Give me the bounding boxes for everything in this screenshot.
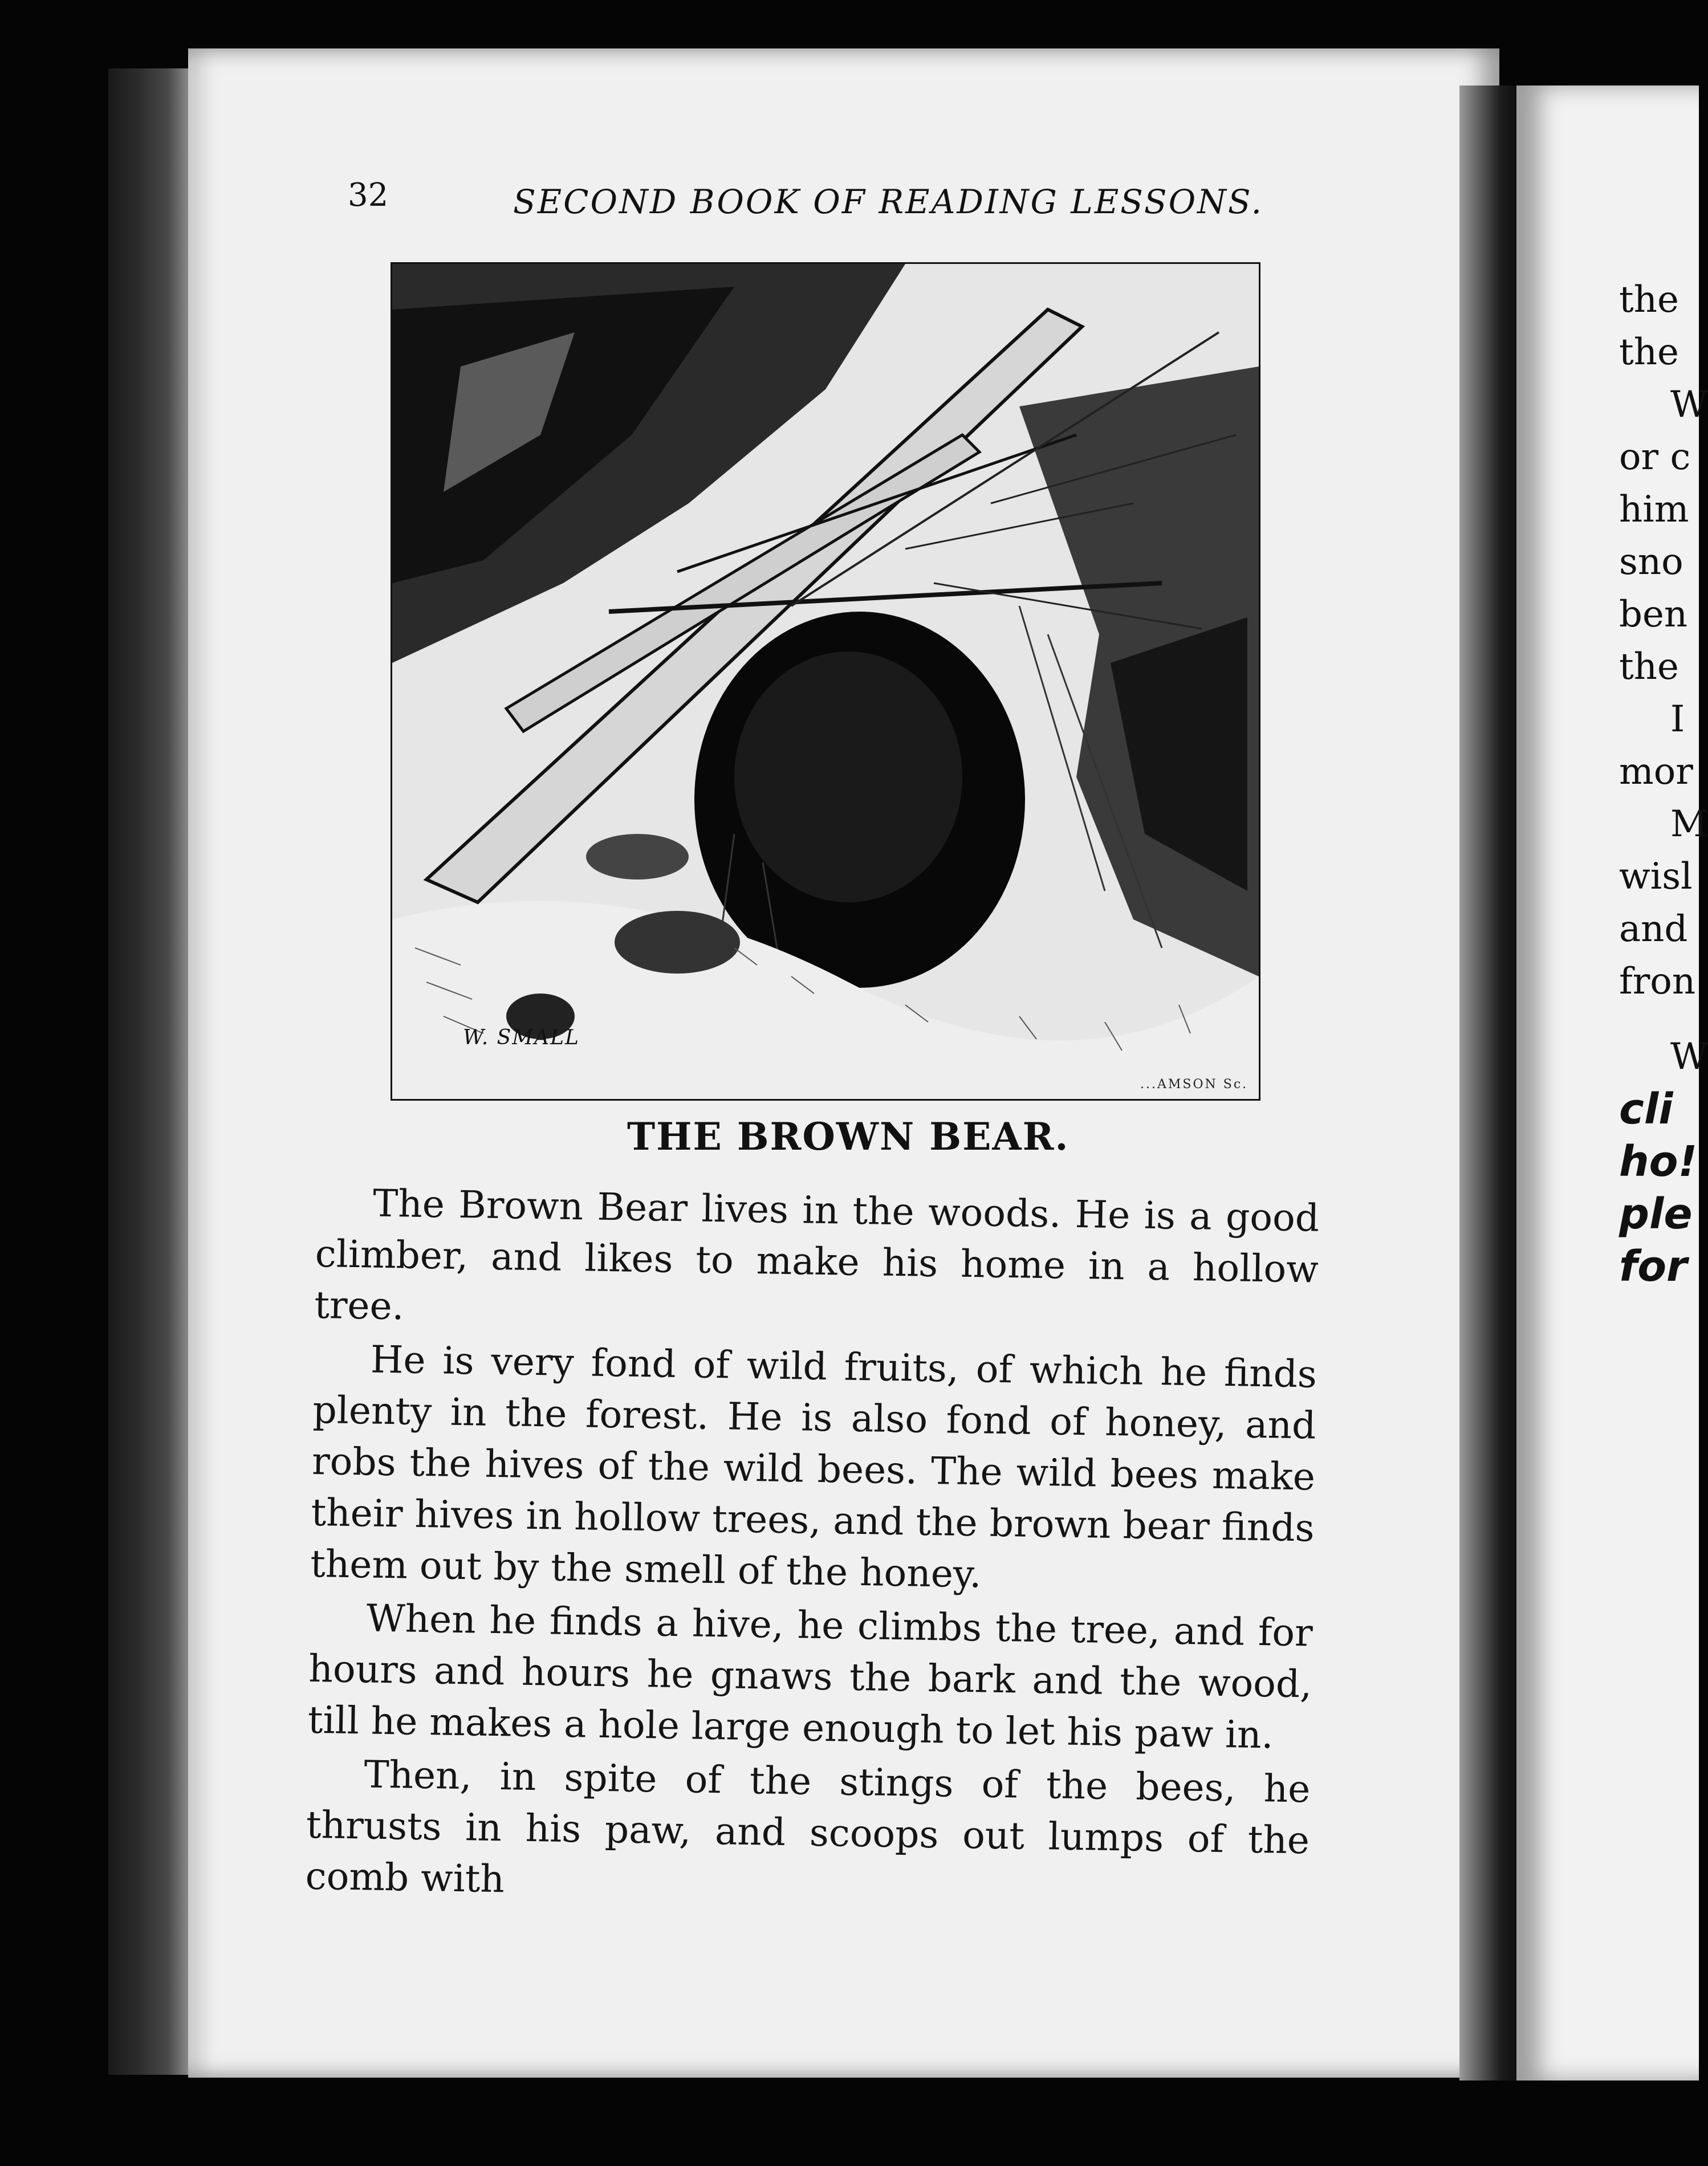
artist-signature: W. SMALL [463,1026,580,1049]
paragraph: When he finds a hive, he climbs the tree, and for hours and hours he gnaws the bark and the wood, till he makes a hole large enough to let his paw in. [307,1596,1313,1757]
bear-den-illustration [391,262,1260,1101]
facing-italic-line: cli [1619,1085,1673,1134]
page-number: 32 [348,177,389,214]
engraving-image [392,264,1259,1099]
facing-italic-line: for [1619,1242,1687,1291]
facing-line: the [1619,331,1679,373]
facing-italic-line: ple [1619,1190,1693,1239]
running-head: SECOND BOOK OF READING LESSONS. [513,182,1264,221]
facing-line: him [1619,488,1689,531]
facing-line: and [1619,908,1688,950]
facing-line: the [1619,279,1679,321]
book-spine [108,68,194,2075]
facing-line: wisl [1619,856,1693,898]
facing-page-text [1619,274,1708,1293]
facing-line: W [1670,384,1708,426]
facing-line: M [1670,803,1708,845]
facing-line: ben [1619,593,1688,636]
facing-italic-line: ho! [1619,1137,1698,1186]
facing-line: the [1619,646,1679,688]
lesson-body [305,1177,1320,1920]
facing-line: I [1670,698,1685,740]
facing-line: or c [1619,436,1691,478]
engraver-credit: ...AMSON Sc. [1140,1077,1249,1092]
facing-line: sno [1619,541,1683,583]
facing-line: fron [1619,960,1696,1003]
paragraph: Then, in spite of the stings of the bees, he thrusts in his paw, and scoops out lumps of the comb with [305,1752,1311,1902]
paragraph: He is very fond of wild fruits, of which he finds plenty in the forest. He is also fond of honey, and robs the hives of the wild bees. The wild bees make their hives in hollow trees, and the brown bear finds them out by the smell of the honey. [310,1337,1317,1597]
paragraph: The Brown Bear lives in the woods. He is a good climber, and likes to make his home in a hollow tree. [314,1181,1320,1329]
lesson-title: THE BROWN BEAR. [627,1114,1069,1159]
facing-line: W [1670,1036,1708,1078]
facing-line: mor [1619,751,1693,793]
